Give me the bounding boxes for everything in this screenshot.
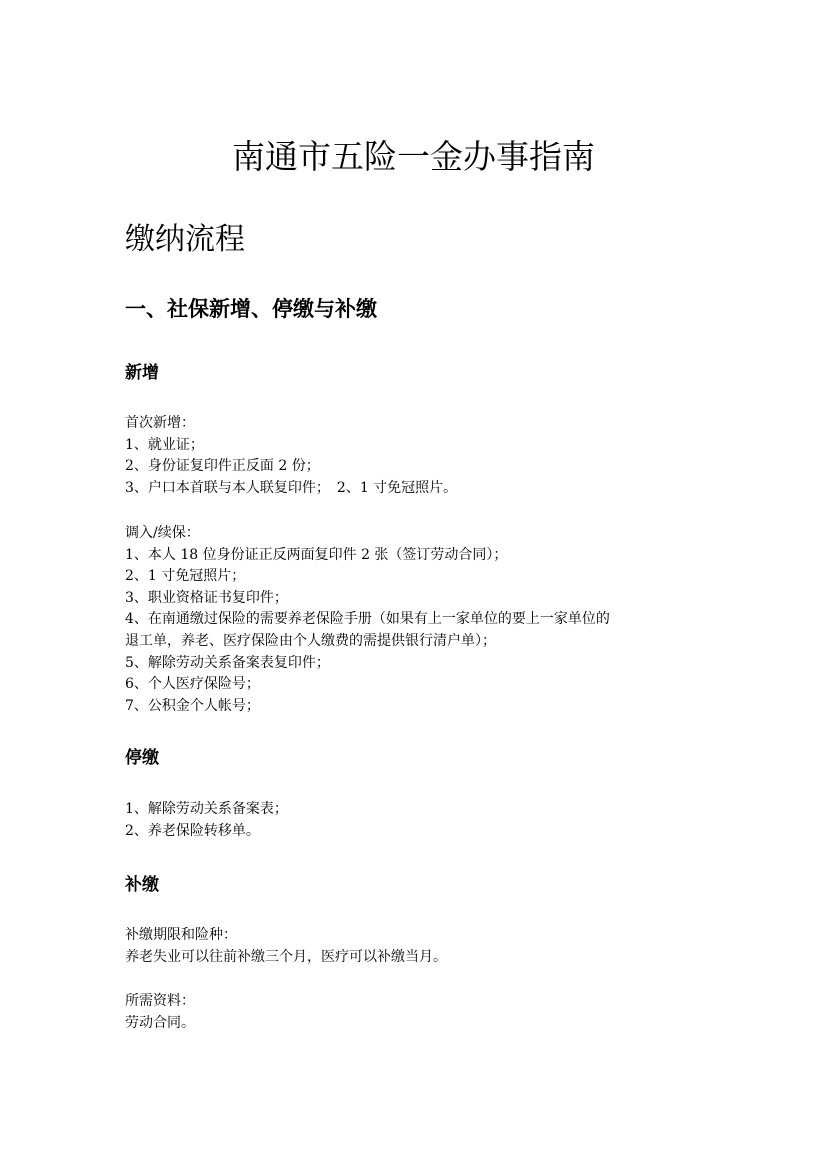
back-heading: 补缴 <box>125 875 159 895</box>
stop-heading: 停缴 <box>125 748 159 768</box>
list-item: 首次新增： <box>125 415 195 431</box>
list-item: 5、解除劳动关系备案表复印件； <box>125 654 330 671</box>
list-item: 6、个人医疗保险号； <box>125 676 260 693</box>
list-item: 劳动合同。 <box>125 1014 195 1031</box>
list-item: 2、1 寸免冠照片； <box>125 568 246 585</box>
back-period-list <box>125 925 725 968</box>
stop-list <box>125 799 725 842</box>
back-materials-list <box>125 991 725 1034</box>
list-item: 4、在南通缴过保险的需要养老保险手册（如果有上一家单位的要上一家单位的 <box>125 611 610 628</box>
list-item: 养老失业可以往前补缴三个月，医疗可以补缴当月。 <box>125 948 447 965</box>
subsection-title: 一、社保新增、停缴与补缴 <box>125 297 377 321</box>
list-item: 所需资料： <box>125 993 195 1009</box>
list-item: 1、就业证； <box>125 436 204 453</box>
list-item: 退工单，养老、医疗保险由个人缴费的需提供银行清户单）； <box>125 632 496 649</box>
document-title: 南通市五险一金办事指南 <box>232 137 595 176</box>
list-item: 2、身份证复印件正反面 2 份； <box>125 458 320 475</box>
add-heading: 新增 <box>125 363 159 383</box>
list-item: 3、户口本首联与本人联复印件； 2、1 寸免冠照片。 <box>125 479 458 496</box>
list-item: 1、本人 18 位身份证正反两面复印件 2 张（签订劳动合同）； <box>125 546 508 563</box>
section-title: 缴纳流程 <box>125 222 245 257</box>
first-add-list <box>125 413 725 499</box>
list-item: 补缴期限和险种： <box>125 927 237 943</box>
list-item: 1、解除劳动关系备案表； <box>125 801 288 817</box>
list-item: 3、职业资格证书复印件； <box>125 589 288 606</box>
list-item: 7、公积金个人帐号； <box>125 697 260 714</box>
list-item: 调入/续保： <box>125 525 200 541</box>
transfer-list <box>125 523 725 717</box>
list-item: 2、养老保险转移单。 <box>125 822 260 839</box>
